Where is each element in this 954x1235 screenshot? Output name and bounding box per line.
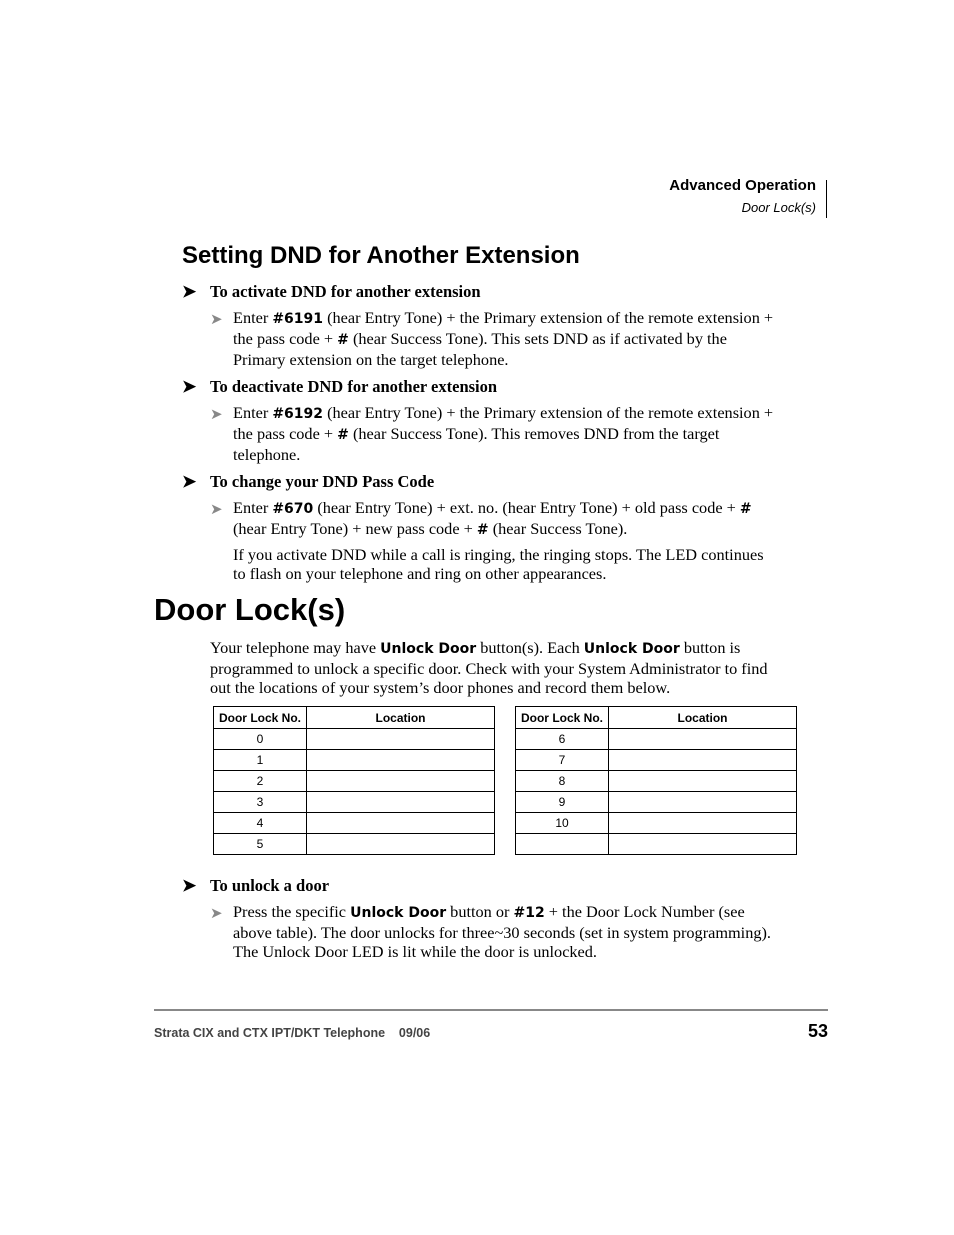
- arrow-right-icon: ➤: [182, 876, 197, 895]
- step-body-change-passcode: Enter #670 (hear Entry Tone) + ext. no. (hear Entry Tone) + old pass code + # (hear Entry Tone) + new pass code + # (hear Success Tone).: [233, 498, 752, 538]
- arrow-right-icon: ➤: [210, 502, 223, 518]
- table-row: 2: [214, 771, 495, 792]
- step-heading-unlock: [182, 876, 329, 896]
- step-heading-text: To unlock a door: [210, 876, 330, 895]
- unlock-door-label: Unlock Door: [583, 641, 680, 657]
- code-6192: #6192: [272, 406, 324, 422]
- step-body-deactivate: Enter #6192 (hear Entry Tone) + the Primary extension of the remote extension + the pass code + # (hear Success Tone). This removes DND from the target telephone.: [233, 403, 774, 464]
- page-number: 53: [807, 1021, 828, 1041]
- step-body-activate: Enter #6191 (hear Entry Tone) + the Primary extension of the remote extension + the pass code + # (hear Success Tone). This sets DND as if activated by the Primary extension on the target telephone.: [233, 308, 774, 369]
- note-paragraph: If you activate DND while a call is ringing, the ringing stops. The LED continues to flash on your telephone and ring on other appearances.: [233, 545, 764, 583]
- column-header-location: Location: [307, 707, 495, 729]
- step-heading-text: To deactivate DND for another extension: [210, 377, 498, 396]
- arrow-right-icon: ➤: [210, 312, 223, 328]
- footer-rule: [154, 1009, 828, 1011]
- step-heading-deactivate: [182, 377, 497, 397]
- code-12: #12: [513, 905, 545, 921]
- step-heading-text: To change your DND Pass Code: [210, 472, 435, 491]
- table-row: 4: [214, 813, 495, 834]
- section-title: Setting DND for Another Extension: [182, 242, 580, 269]
- code-6191: #6191: [272, 311, 324, 327]
- table-row: 8: [516, 771, 797, 792]
- step-body-unlock: Press the specific Unlock Door button or #12 + the Door Lock Number (see above table). The door unlocks for three~30 seconds (set in system programming). The Unlock Door LED is lit while the door is unlocked.: [233, 902, 771, 961]
- table-row: 3: [214, 792, 495, 813]
- table-row: 0: [214, 729, 495, 750]
- door-intro-paragraph: Your telephone may have Unlock Door button(s). Each Unlock Door button is programmed to unlock a specific door. Check with your System Administrator to find out the locations of your system’s door phones and record them below.: [210, 638, 768, 697]
- running-header-subtitle: Door Lock(s): [741, 200, 816, 215]
- step-heading-change-passcode: [182, 472, 434, 492]
- column-header-location: Location: [609, 707, 797, 729]
- step-heading-activate: [182, 282, 481, 302]
- table-row: 6: [516, 729, 797, 750]
- step-heading-text: To activate DND for another extension: [210, 282, 481, 301]
- chapter-title: Door Lock(s): [154, 592, 346, 627]
- table-row: [516, 834, 797, 855]
- table-row: 10: [516, 813, 797, 834]
- table-row: 7: [516, 750, 797, 771]
- unlock-door-label: Unlock Door: [380, 641, 477, 657]
- arrow-right-icon: ➤: [182, 282, 197, 301]
- column-header-door-lock-no: Door Lock No.: [516, 707, 609, 729]
- door-lock-table-right: [515, 706, 797, 855]
- unlock-door-label: Unlock Door: [350, 905, 447, 921]
- arrow-right-icon: ➤: [182, 377, 197, 396]
- footer-document-title: Strata CIX and CTX IPT/DKT Telephone 09/06: [154, 1026, 431, 1040]
- table-row: 5: [214, 834, 495, 855]
- door-lock-table-left: [213, 706, 495, 855]
- running-header-title: Advanced Operation: [669, 177, 816, 194]
- arrow-right-icon: ➤: [210, 906, 223, 922]
- column-header-door-lock-no: Door Lock No.: [214, 707, 307, 729]
- code-670: #670: [272, 501, 314, 517]
- arrow-right-icon: ➤: [182, 472, 197, 491]
- arrow-right-icon: ➤: [210, 407, 223, 423]
- table-row: 1: [214, 750, 495, 771]
- header-rule: [826, 180, 827, 218]
- table-row: 9: [516, 792, 797, 813]
